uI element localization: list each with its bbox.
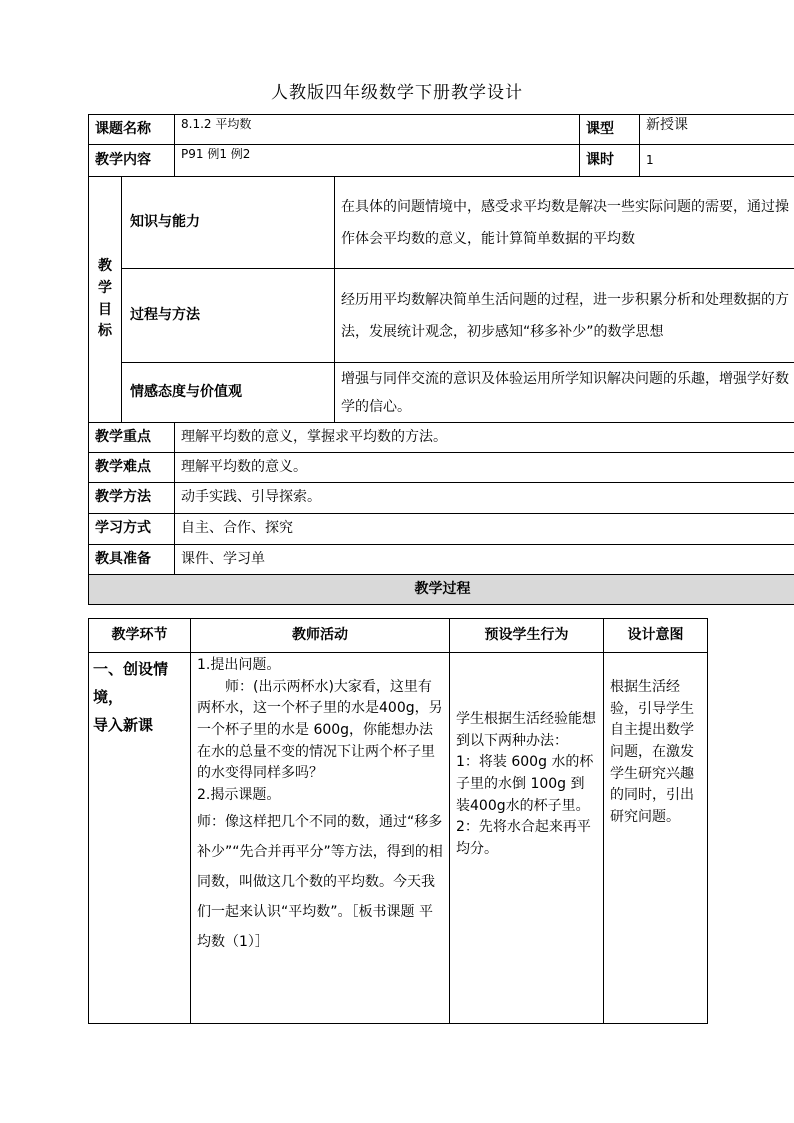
info-value-materials: 课件、学习单 <box>175 545 794 575</box>
stage-line-2: 导入新课 <box>93 716 154 734</box>
info-label-learning: 学习方式 <box>89 514 175 545</box>
goal-text-knowledge: 在具体的问题情境中，感受求平均数是解决一些实际问题的需要，通过操作体会平均数的意义，能计算简单数据的平均数 <box>335 177 794 269</box>
lesson-name-label: 课题名称 <box>89 115 175 145</box>
lesson-type-value: 新授课 <box>640 115 794 145</box>
teacher-activity-cell <box>191 653 450 1024</box>
col-header-intent: 设计意图 <box>604 619 708 653</box>
col-header-stage: 教学环节 <box>89 619 191 653</box>
design-intent-cell: 根据生活经验，引导学生自主提出数学问题，在激发学生研究兴趣的同时，引出研究问题。 <box>604 653 708 1024</box>
stage-line-1: 一、创设情境， <box>93 660 169 706</box>
goal-text-process: 经历用平均数解决简单生活问题的过程，进一步积累分析和处理数据的方法，发展统计观念，初步感知“移多补少”的数学思想 <box>335 269 794 363</box>
teacher-step-1: 1.提出问题。 <box>197 657 281 673</box>
process-table <box>88 618 708 1024</box>
info-value-learning: 自主、合作、探究 <box>175 514 794 545</box>
content-label: 教学内容 <box>89 145 175 177</box>
content-value: P91 例1 例2 <box>175 145 580 177</box>
col-header-student: 预设学生行为 <box>450 619 604 653</box>
info-label-difficulty: 教学难点 <box>89 453 175 483</box>
document-title: 人教版四年级数学下册教学设计 <box>271 83 523 103</box>
goal-name-knowledge: 知识与能力 <box>122 177 335 269</box>
col-header-teacher: 教师活动 <box>191 619 450 653</box>
student-behavior-cell <box>450 653 604 1024</box>
info-label-method: 教学方法 <box>89 483 175 514</box>
goal-name-process: 过程与方法 <box>122 269 335 363</box>
teacher-para-topic: 师：像这样把几个不同的数，通过“移多补少”“先合并再平分”等方法，得到的相同数，叫做这几个数的平均数。今天我们一起来认识“平均数”。［板书课题 平均数（1）］ <box>197 813 443 950</box>
lesson-name-value: 8.1.2 平均数 <box>175 115 580 145</box>
student-method-2: 2：先将水合起来再平均分。 <box>456 819 591 858</box>
info-value-key-point: 理解平均数的意义，掌握求平均数的方法。 <box>175 423 794 453</box>
goal-name-attitude: 情感态度与价值观 <box>122 363 335 423</box>
student-para-intro: 学生根据生活经验能想到以下两种办法： <box>456 711 596 749</box>
process-title: 教学过程 <box>89 575 794 605</box>
info-label-materials: 教具准备 <box>89 545 175 575</box>
student-method-1: 1：将装 600g 水的杯子里的水倒 100g 到装400g水的杯子里。 <box>456 754 594 814</box>
info-label-key-point: 教学重点 <box>89 423 175 453</box>
lesson-type-label: 课型 <box>580 115 640 145</box>
stage-cell <box>89 653 191 1024</box>
hours-value: 1 <box>640 145 794 177</box>
hours-label: 课时 <box>580 145 640 177</box>
teacher-para-question: 师：(出示两杯水)大家看，这里有两杯水，这一个杯子里的水是400g，另一个杯子里的水是 600g，你能想办法在水的总量不变的情况下让两个杯子里的水变得同样多吗？ <box>197 678 443 782</box>
info-value-difficulty: 理解平均数的意义。 <box>175 453 794 483</box>
lesson-info-table <box>88 114 794 605</box>
goals-label: 教学目标 <box>89 177 122 423</box>
goal-text-attitude: 增强与同伴交流的意识及体验运用所学知识解决问题的乐趣，增强学好数学的信心。 <box>335 363 794 423</box>
info-value-method: 动手实践、引导探索。 <box>175 483 794 514</box>
teacher-step-2: 2.揭示课题。 <box>197 787 281 804</box>
